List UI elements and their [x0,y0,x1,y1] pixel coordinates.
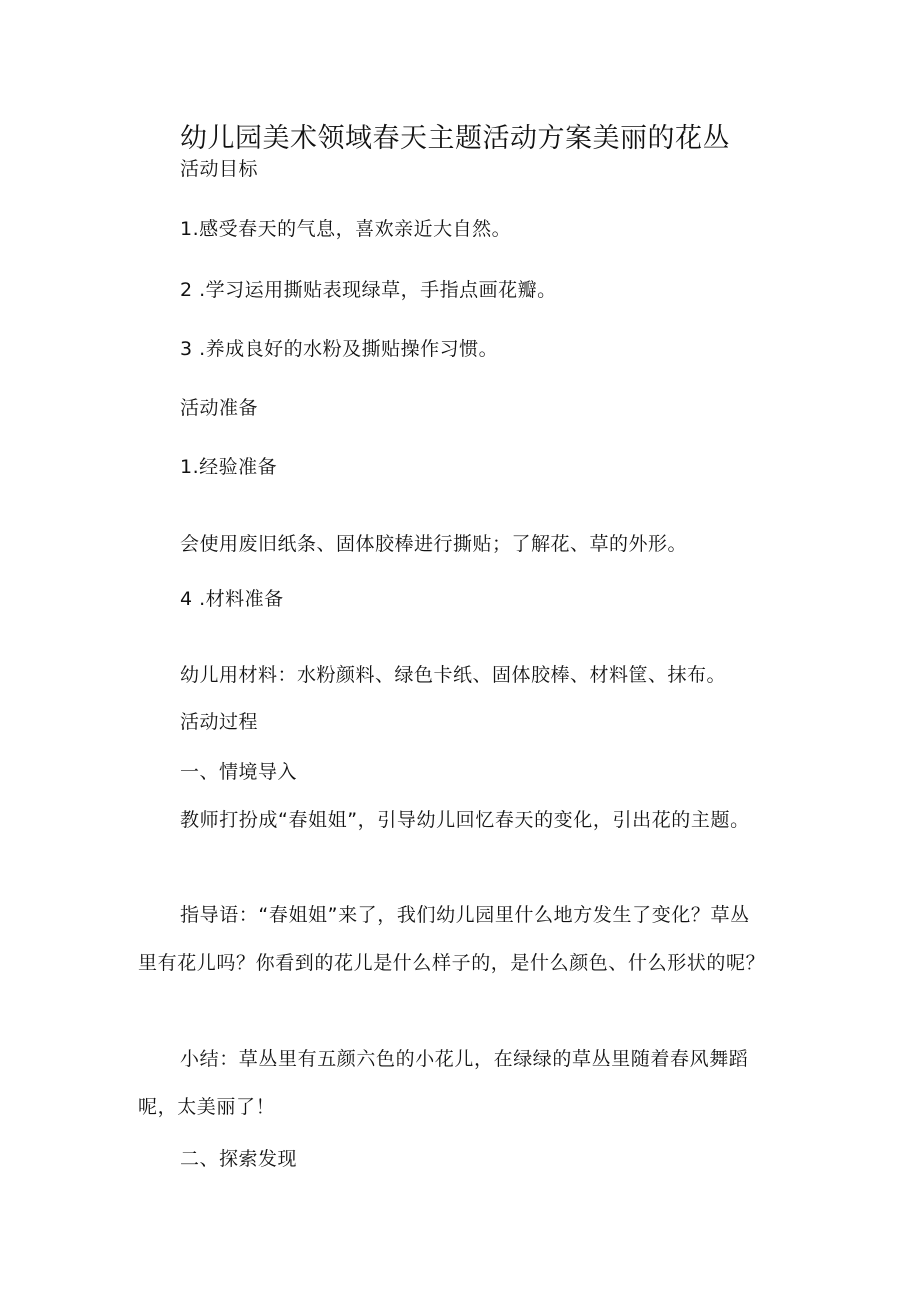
goal-item-2: 2 .学习运用撕贴表现绿草，手指点画花瓣。 [180,279,557,301]
summary-paragraph: 小结：草丛里有五颜六色的小花儿，在绿绿的草丛里随着春风舞蹈呢，太美丽了！ [138,1048,749,1118]
section-heading-prep: 活动准备 [180,397,259,419]
prep-item-1-text: 会使用废旧纸条、固体胶棒进行撕贴；了解花、草的外形。 [180,533,688,555]
document-title: 幼儿园美术领域春天主题活动方案美丽的花丛 [180,123,730,154]
step-1-paragraph: 教师打扮成“春姐姐”，引导幼儿回忆春天的变化，引出花的主题。 [180,809,750,831]
section-heading-goals: 活动目标 [180,158,259,180]
goal-item-3: 3 .养成良好的水粉及撕贴操作习惯。 [180,338,499,360]
prep-item-1: 1.经验准备 [180,456,278,478]
step-1-heading: 一、情境导入 [180,761,298,783]
guide-paragraph: 指导语：“春姐姐”来了，我们幼儿园里什么地方发生了变化？草丛里有花儿吗？你看到的花儿是什么样子的，是什么颜色、什么形状的呢？ [138,904,766,974]
step-2-heading: 二、探索发现 [180,1148,298,1170]
prep-item-2-text: 幼儿用材料：水粉颜料、绿色卡纸、固体胶棒、材料筐、抹布。 [180,664,727,686]
section-heading-process: 活动过程 [180,711,259,733]
prep-item-2: 4 .材料准备 [180,588,284,610]
goal-item-1: 1.感受春天的气息，喜欢亲近大自然。 [180,218,512,240]
